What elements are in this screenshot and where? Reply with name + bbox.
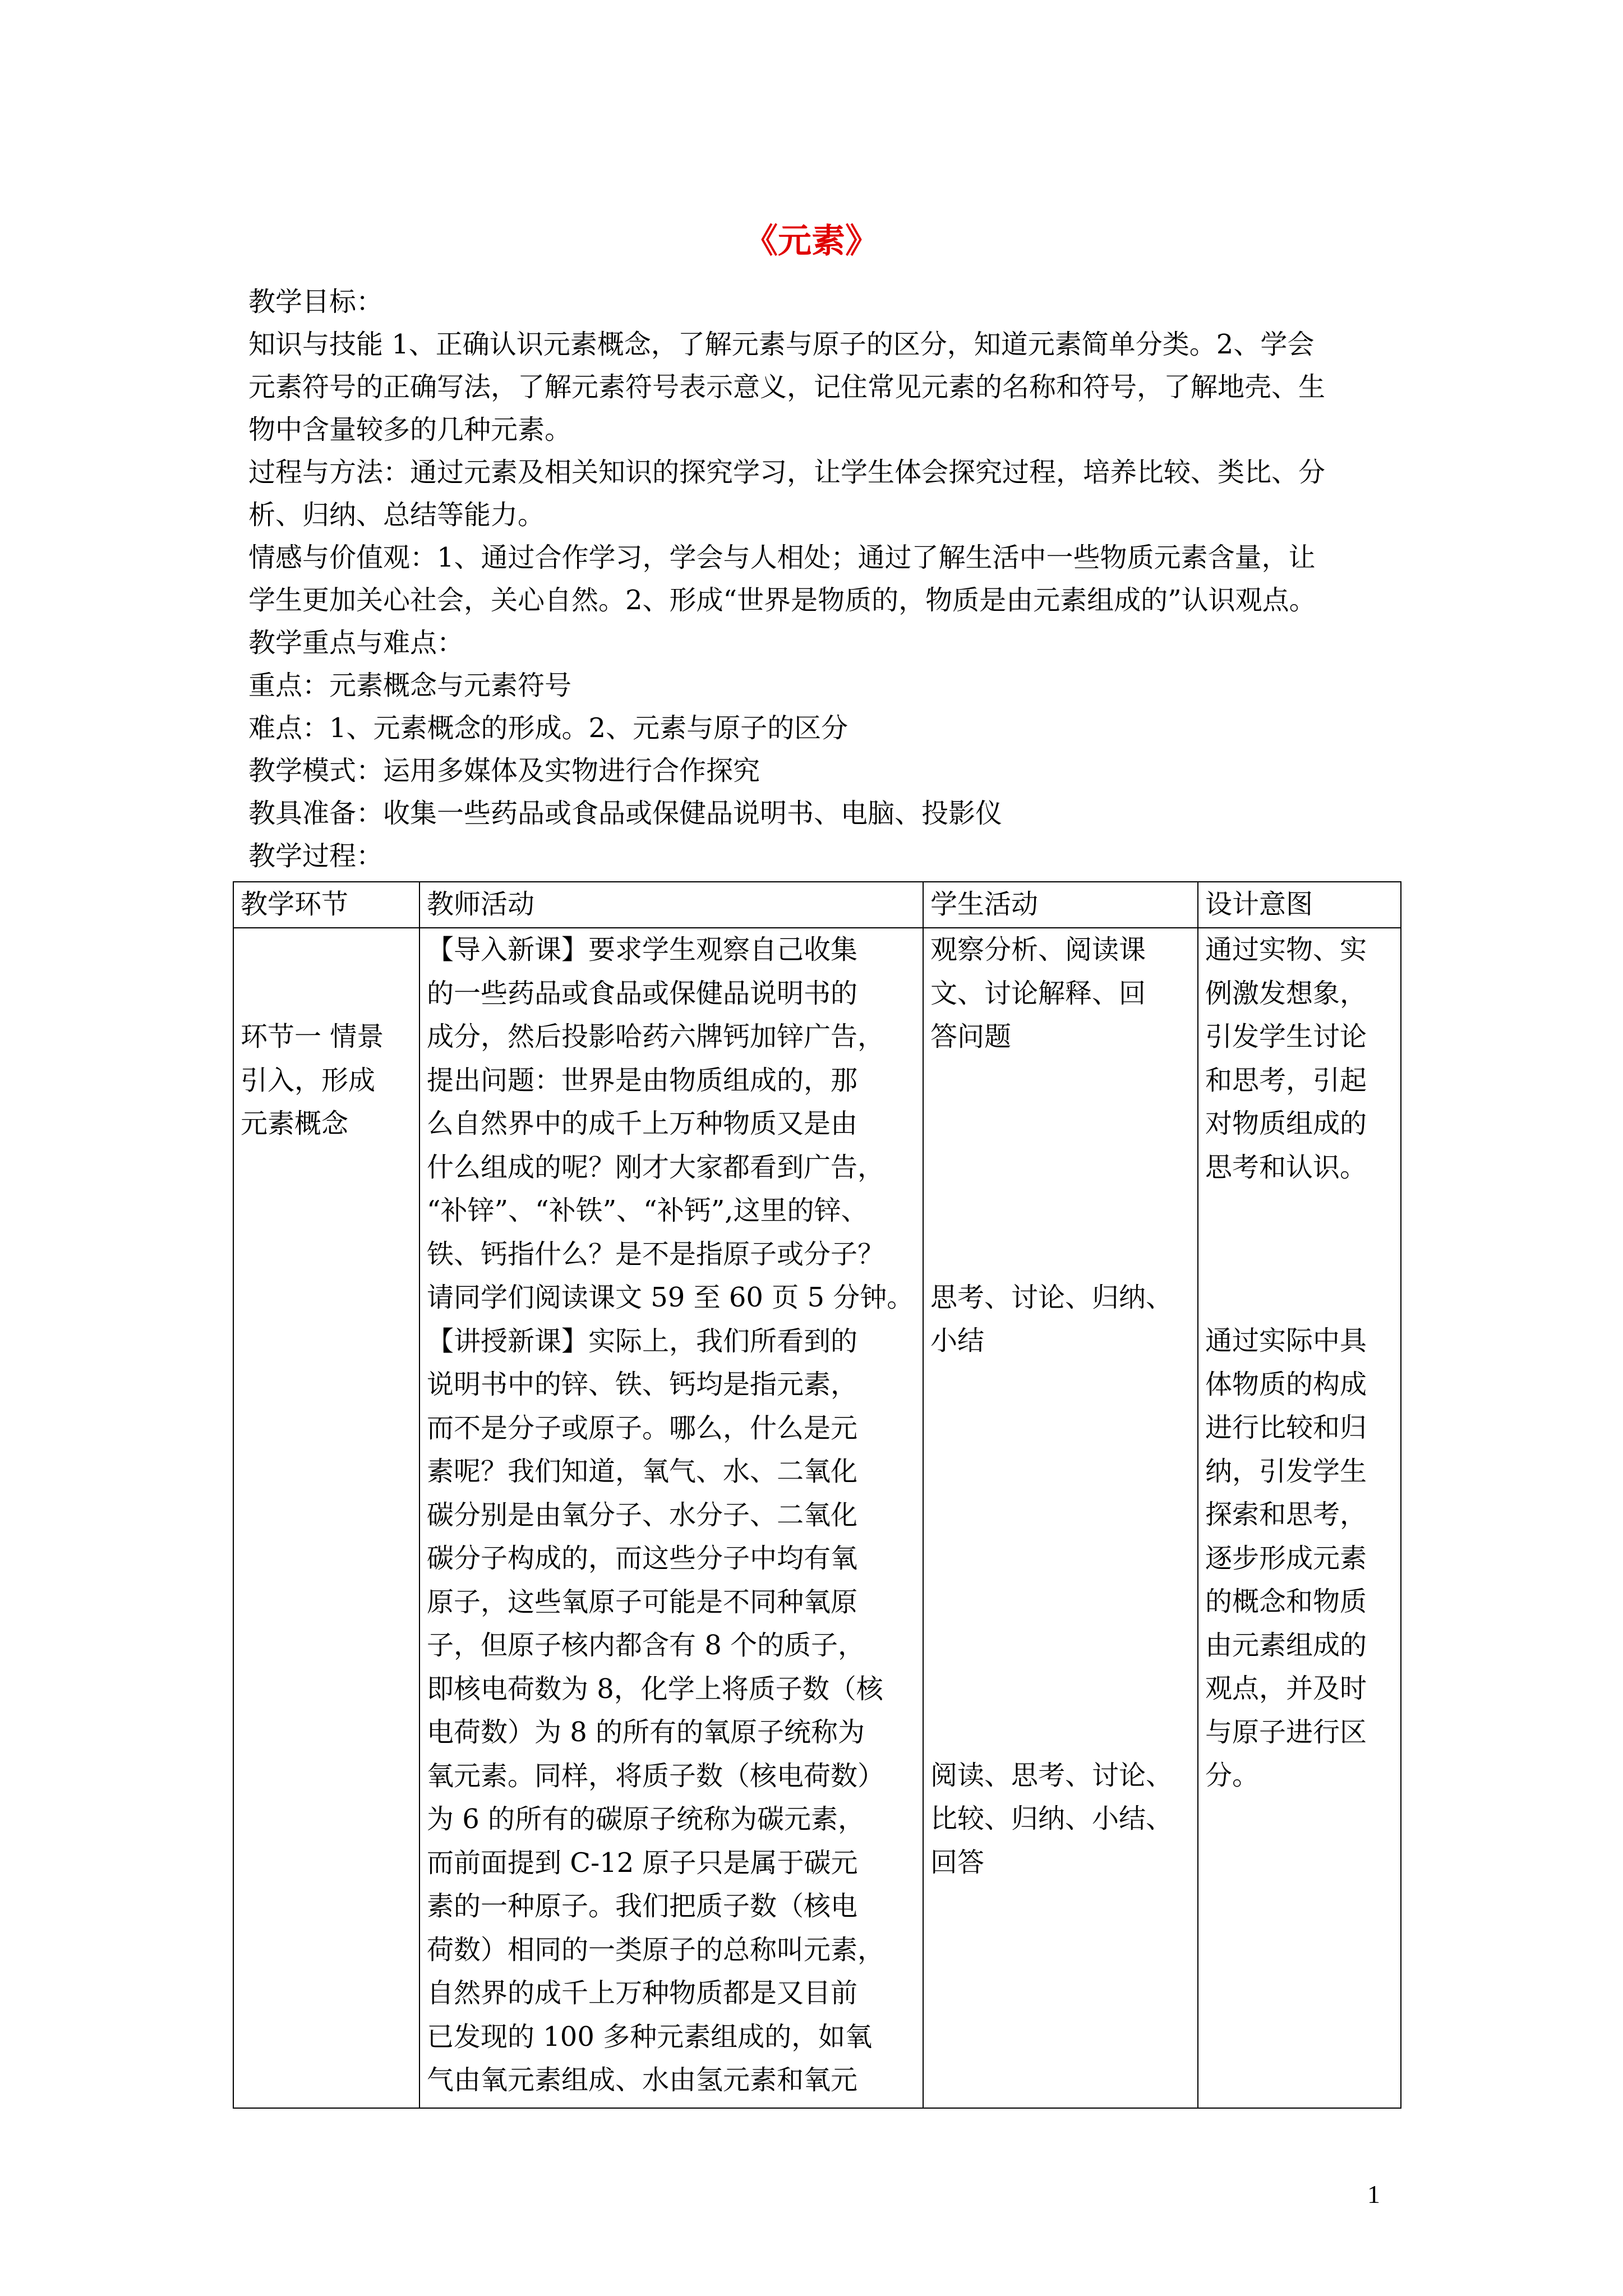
teacher-line: 提出问题：世界是由物质组成的，那 [427,1064,858,1096]
design-intent-cell [1198,928,1401,2108]
goals-emotion-line-1: 情感与价值观：1、通过合作学习，学会与人相处；通过了解生活中一些物质元素含量，让 [248,542,1316,573]
goals-process-line-2: 析、归纳、总结等能力。 [248,499,545,531]
document-title: 《元素》 [744,222,879,261]
design-line: 和思考，引起 [1205,1064,1367,1096]
design-line: 通过实物、实 [1205,934,1367,965]
stage-line: 元素概念 [241,1108,349,1139]
teacher-line: 自然界的成千上万种物质都是又目前 [427,1977,858,2009]
key-points-heading: 教学重点与难点： [248,627,464,659]
teacher-line: 碳分别是由氧分子、水分子、二氧化 [427,1499,858,1531]
design-line: 逐步形成元素 [1205,1542,1367,1574]
teacher-line: “补锌”、“补铁”、“补钙”,这里的锌、 [427,1195,868,1226]
goals-knowledge-line-2: 元素符号的正确写法，了解元素符号表示意义，记住常见元素的名称和符号，了解地壳、生 [248,371,1326,403]
teacher-line: 铁、钙指什么？是不是指原子或分子？ [427,1238,885,1270]
student-line: 比较、归纳、小结、 [930,1803,1173,1834]
table-header-row [233,882,1401,928]
key-point-line: 重点：元素概念与元素符号 [248,670,572,701]
teacher-line: 荷数）相同的一类原子的总称叫元素， [427,1934,885,1966]
teacher-line: 已发现的 100 多种元素组成的，如氧 [427,2021,873,2053]
difficult-point-line: 难点：1、元素概念的形成。2、元素与原子的区分 [248,712,849,744]
student-activity-cell [923,928,1198,2108]
header-stage: 教学环节 [233,882,419,928]
page-number: 1 [1367,2180,1380,2208]
stage-line: 引入，形成 [241,1064,376,1096]
design-line: 对物质组成的 [1205,1108,1367,1139]
design-line: 观点，并及时 [1205,1673,1367,1704]
teaching-aids-line: 教具准备：收集一些药品或食品或保健品说明书、电脑、投影仪 [248,798,1003,829]
goals-emotion-line-2: 学生更加关心社会，关心自然。2、形成“世界是物质的，物质是由元素组成的”认识观点。 [248,585,1316,616]
design-line: 引发学生讨论 [1205,1021,1367,1052]
teacher-line: 为 6 的所有的碳原子统称为碳元素， [427,1803,865,1835]
stage-line: 环节一 情景 [241,1021,384,1052]
design-line: 思考和认识。 [1205,1151,1367,1183]
teacher-line: 原子，这些氧原子可能是不同种氧原 [427,1586,858,1618]
goals-knowledge-line-1: 知识与技能 1、正确认识元素概念，了解元素与原子的区分，知道元素简单分类。2、学会 [248,329,1315,360]
teacher-line: 成分，然后投影哈药六牌钙加锌广告， [427,1021,885,1052]
teacher-line: 子，但原子核内都含有 8 个的质子， [427,1630,865,1661]
student-line: 观察分析、阅读课 [930,934,1146,965]
design-line: 与原子进行区 [1205,1716,1367,1748]
teacher-line: 么自然界中的成千上万种物质又是由 [427,1108,858,1139]
goals-process-line-1: 过程与方法：通过元素及相关知识的探究学习，让学生体会探究过程，培养比较、类比、分 [248,457,1326,488]
teacher-line: 请同学们阅读课文 59 至 60 页 5 分钟。 [427,1282,914,1313]
student-line: 阅读、思考、讨论、 [930,1759,1173,1791]
teacher-line: 即核电荷数为 8，化学上将质子数（核 [427,1673,883,1705]
student-line: 小结 [930,1325,985,1356]
table-row [233,928,1401,2108]
teacher-activity-cell [419,928,923,2108]
design-line: 探索和思考， [1205,1499,1367,1530]
design-line: 进行比较和归 [1205,1412,1367,1443]
teacher-line: 【讲授新课】实际上，我们所看到的 [427,1325,858,1357]
design-line: 由元素组成的 [1205,1629,1367,1661]
design-line: 例激发想象， [1205,977,1367,1009]
student-line: 答问题 [930,1021,1012,1052]
design-line: 体物质的构成 [1205,1368,1367,1400]
design-line: 的概念和物质 [1205,1586,1367,1617]
teacher-line: 说明书中的锌、铁、钙均是指元素， [427,1369,858,1400]
teacher-line: 什么组成的呢？刚才大家都看到广告， [427,1151,885,1183]
student-line: 文、讨论解释、回 [930,977,1146,1009]
teacher-line: 电荷数）为 8 的所有的氧原子统称为 [427,1717,865,1748]
teacher-line: 氧元素。同样，将质子数（核电荷数） [427,1760,885,1792]
teaching-process-heading: 教学过程： [248,840,384,872]
student-line: 思考、讨论、归纳、 [930,1281,1173,1313]
teacher-line: 碳分子构成的，而这些分子中均有氧 [427,1543,858,1574]
goals-knowledge-line-3: 物中含量较多的几种元素。 [248,414,572,445]
header-student-activity: 学生活动 [923,882,1198,928]
design-line: 通过实际中具 [1205,1325,1367,1356]
student-line: 回答 [930,1846,985,1878]
design-line: 分。 [1205,1760,1260,1791]
teaching-mode-line: 教学模式：运用多媒体及实物进行合作探究 [248,755,760,786]
teacher-line: 的一些药品或食品或保健品说明书的 [427,977,858,1009]
teacher-line: 气由氧元素组成、水由氢元素和氧元 [427,2064,858,2096]
design-line: 纳，引发学生 [1205,1455,1367,1487]
teacher-line: 素的一种原子。我们把质子数（核电 [427,1890,858,1922]
header-teacher-activity: 教师活动 [419,882,923,928]
stage-cell [233,928,419,2108]
teacher-line: 素呢？我们知道，氧气、水、二氧化 [427,1456,858,1487]
teaching-goals-heading: 教学目标： [248,286,384,318]
teaching-process-table [233,881,1401,2109]
header-design-intent: 设计意图 [1198,882,1401,928]
teacher-line: 而不是分子或原子。哪么，什么是元 [427,1412,858,1444]
teacher-line: 【导入新课】要求学生观察自己收集 [427,934,858,965]
teacher-line: 而前面提到 C-12 原子只是属于碳元 [427,1847,858,1879]
